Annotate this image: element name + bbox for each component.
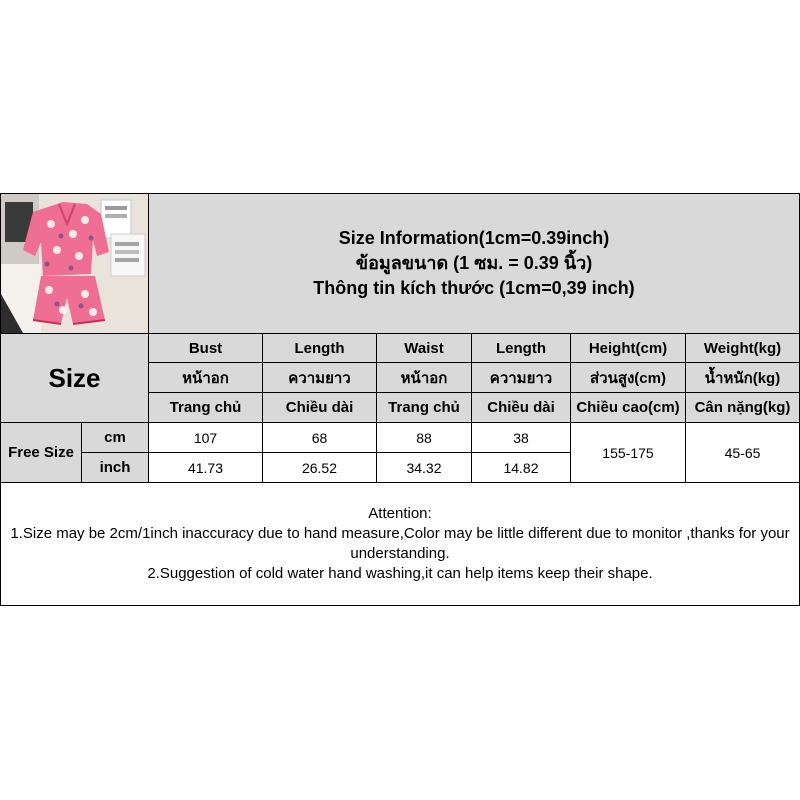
unit-inch: inch [81,452,149,483]
col-header-length-2: Length [471,333,571,363]
pajama-image [1,194,148,333]
inch-length-2: 14.82 [471,452,571,483]
weight-range: 45-65 [685,422,800,483]
inch-bust: 41.73 [148,452,263,483]
inch-waist: 34.32 [376,452,472,483]
row-group-free-size: Free Size [0,422,82,483]
col-header-length-2-vi: Chiều dài [471,392,571,423]
title-thai: ข้อมูลขนาด (1 ซม. = 0.39 นิ้ว) [355,253,593,273]
inch-length: 26.52 [262,452,377,483]
unit-cm: cm [81,422,149,453]
size-label: Size [0,333,149,423]
col-header-height: Height(cm) [570,333,686,363]
title-english: Size Information(1cm=0.39inch) [338,228,610,248]
col-header-length-2-th: ความยาว [471,362,571,393]
col-header-waist-th: หน้าอก [376,362,472,393]
col-header-length-vi: Chiều dài [262,392,377,423]
col-header-length-th: ความยาว [262,362,377,393]
height-range: 155-175 [570,422,686,483]
title-block [148,193,800,334]
col-header-height-th: ส่วนสูง(cm) [570,362,686,393]
col-header-weight: Weight(kg) [685,333,800,363]
attention-notes [0,482,800,606]
attention-line-1: 1.Size may be 2cm/1inch inaccuracy due to hand measure,Color may be little different due to monitor ,thanks for your understanding. [10,525,790,562]
col-header-length: Length [262,333,377,363]
col-header-bust: Bust [148,333,263,363]
col-header-height-vi: Chiều cao(cm) [570,392,686,423]
col-header-bust-th: หน้าอก [148,362,263,393]
cm-length-2: 38 [471,422,571,453]
attention-heading: Attention: [368,505,432,522]
title-vietnamese: Thông tin kích thước (1cm=0,39 inch) [313,278,635,298]
cm-waist: 88 [376,422,472,453]
cm-bust: 107 [148,422,263,453]
size-chart [0,193,800,606]
cm-length: 68 [262,422,377,453]
product-photo [0,193,149,334]
col-header-bust-vi: Trang chủ [148,392,263,423]
col-header-weight-vi: Cân nặng(kg) [685,392,800,423]
attention-line-2: 2.Suggestion of cold water hand washing,it can help items keep their shape. [147,565,653,582]
col-header-weight-th: น้ำหนัก(kg) [685,362,800,393]
col-header-waist-vi: Trang chủ [376,392,472,423]
col-header-waist: Waist [376,333,472,363]
